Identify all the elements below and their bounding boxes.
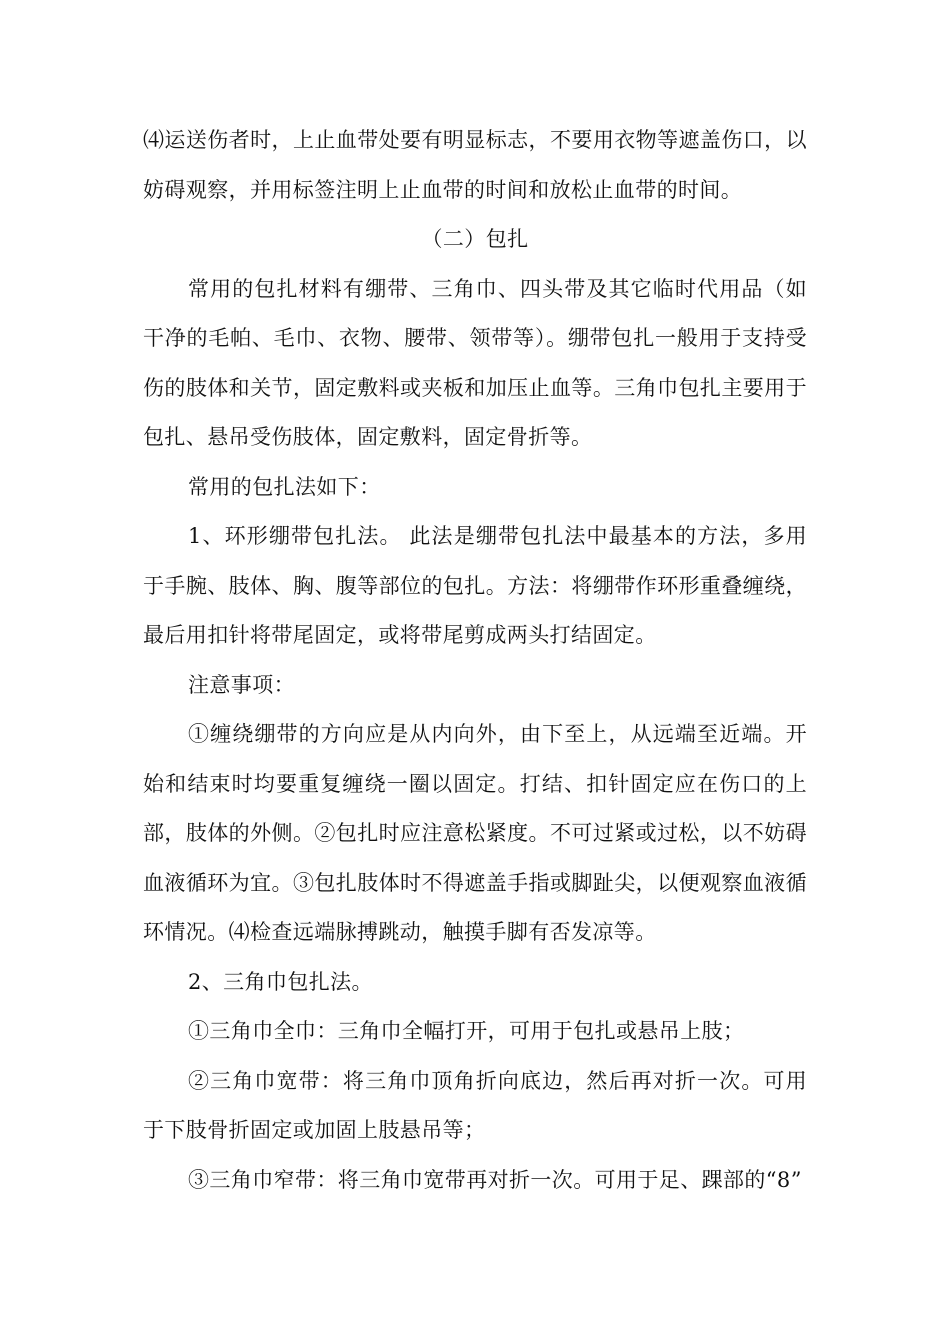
paragraph-tourniquet-transport-note: ⑷运送伤者时，上止血带处要有明显标志，不要用衣物等遮盖伤口，以妨碍观察，并用标签注明上止血带的时间和放松止血带的时间。: [143, 128, 807, 202]
paragraph-precautions-label: 注意事项：: [188, 672, 295, 697]
document-body: [143, 116, 807, 1205]
paragraph-common-methods-intro: 常用的包扎法如下：: [188, 474, 381, 499]
section-heading-bandaging: （二）包扎: [421, 227, 529, 251]
paragraph-circular-bandage-method: 1、环形绷带包扎法。 此法是绷带包扎法中最基本的方法，多用于手腕、肢体、胸、腹等部位的包扎。方法：将绷带作环形重叠缠绕，最后用扣针将带尾固定，或将带尾剪成两头打结固定。: [143, 524, 807, 647]
paragraph-triangular-full: ①三角巾全巾：三角巾全幅打开，可用于包扎或悬吊上肢；: [188, 1019, 745, 1043]
paragraph-triangular-bandage-method: 2、三角巾包扎法。: [188, 969, 373, 994]
paragraph-triangular-wide: ②三角巾宽带：将三角巾顶角折向底边，然后再对折一次。可用于下肢骨折固定或加固上肢悬吊等；: [143, 1068, 807, 1142]
paragraph-precautions-list: ①缠绕绷带的方向应是从内向外，由下至上，从远端至近端。开始和结束时均要重复缠绕一圈以固定。打结、扣针固定应在伤口的上部，肢体的外侧。②包扎时应注意松紧度。不可过紧或过松，以不妨碍血液循环为宜。③包扎肢体时不得遮盖手指或脚趾尖，以便观察血液循环情况。⑷检查远端脉搏跳动，触摸手脚有否发凉等。: [143, 722, 807, 944]
paragraph-triangular-narrow: ③三角巾窄带：将三角巾宽带再对折一次。可用于足、踝部的“8”: [188, 1167, 802, 1192]
paragraph-bandage-materials: 常用的包扎材料有绷带、三角巾、四头带及其它临时代用品（如干净的毛帕、毛巾、衣物、腰带、领带等）。绷带包扎一般用于支持受伤的肢体和关节，固定敷料或夹板和加压止血等。三角巾包扎主要用于包扎、悬吊受伤肢体，固定敷料，固定骨折等。: [143, 276, 807, 449]
